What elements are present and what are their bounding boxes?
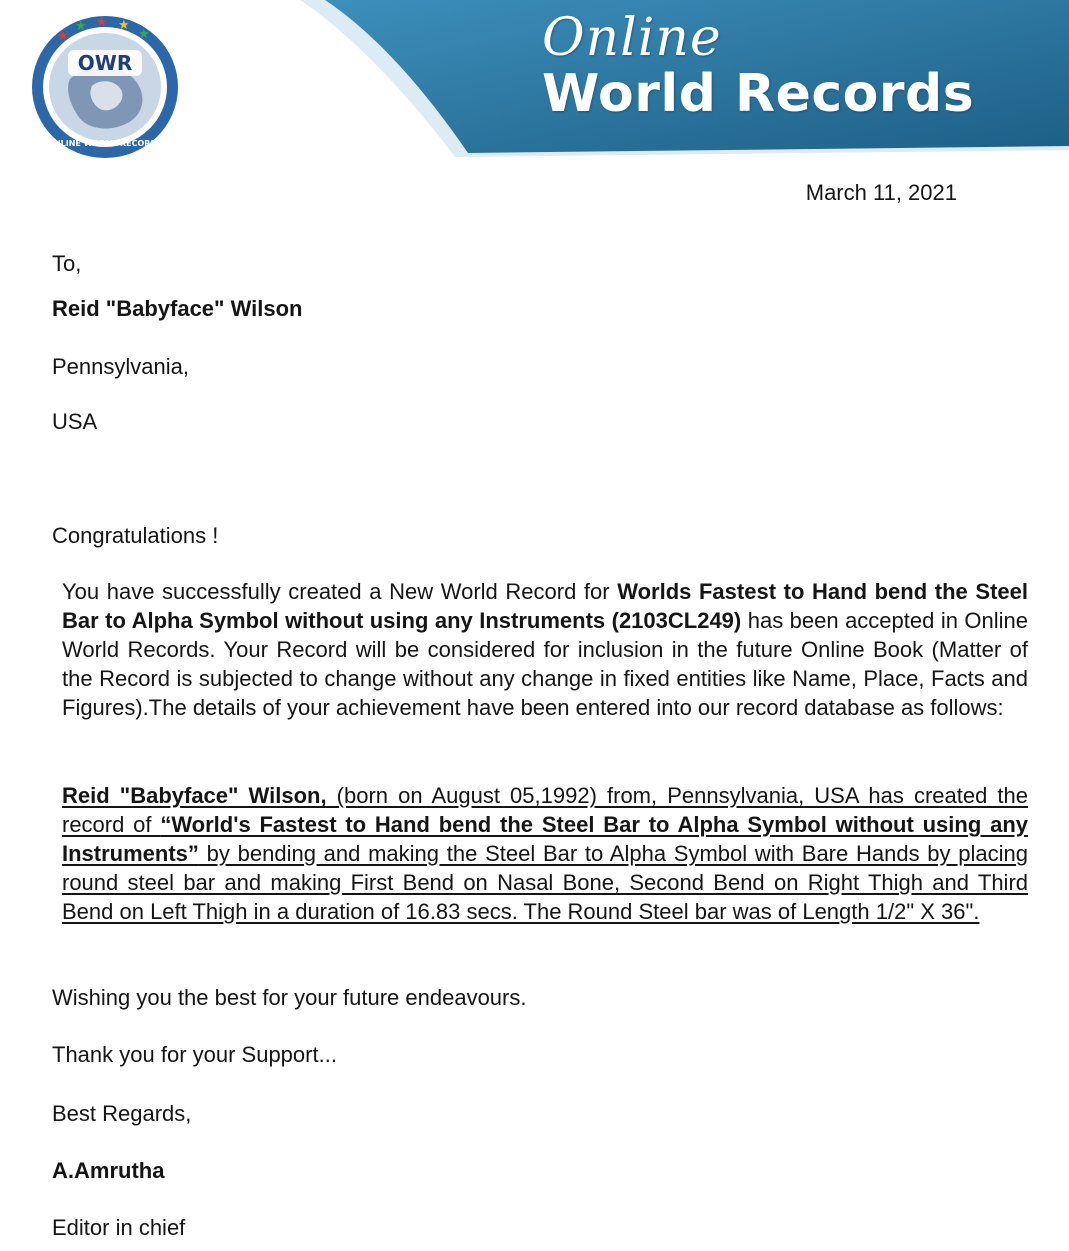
svg-text:★: ★ [96,15,108,30]
salutation: To, [52,251,82,276]
svg-text:ONLINE WORLD RECORDS: ONLINE WORLD RECORDS [47,139,163,148]
greeting: Congratulations ! [52,523,219,548]
details-text: (born on August 05,1992) from, Pennsylvania, USA has created the record of [62,783,1029,837]
signer-title: Editor in chief [52,1215,186,1240]
details-name: Reid "Babyface" Wilson, [62,783,327,808]
letter-date: March 11, 2021 [805,180,957,205]
letterhead [0,0,1069,170]
details-record: “World's Fastest to Hand bend the Steel Bar to Alpha Symbol without using any Instruments” [62,812,1028,866]
details-text: by bending and making the Steel Bar to Alpha Symbol with Bare Hands by placing round steel bar and making First Bend on Nasal Bone, Second Bend on Right Thigh and Third Bend on Left Thigh in a duration of 16.83 secs. The Round Steel bar was of Length 1/2" X 36". [62,841,1028,924]
brand-main-text: World Records [542,64,975,124]
svg-text:★: ★ [118,18,130,33]
svg-text:★: ★ [57,29,69,44]
body-text: You have successfully created a New World Record for [62,579,618,604]
address-line-1: Pennsylvania, [52,354,189,379]
thanks-line: Thank you for your Support... [52,1042,337,1067]
globe-icon [30,14,180,160]
body-paragraph [62,577,1028,722]
signer-name: A.Amrutha [52,1158,165,1183]
address-line-2: USA [52,409,98,434]
record-details [62,781,1028,926]
owr-logo [30,14,180,160]
brand-script-text: Online [542,8,722,68]
svg-text:OWR: OWR [77,51,133,75]
svg-text:★: ★ [75,19,87,34]
recipient-name: Reid "Babyface" Wilson [52,296,303,321]
svg-text:★: ★ [138,27,150,42]
closing: Best Regards, [52,1101,192,1126]
wishing-line: Wishing you the best for your future endeavours. [52,985,527,1010]
brand-wordmark [542,8,974,124]
record-title: Worlds Fastest to Hand bend the Steel Bar to Alpha Symbol without using any Instruments (2103CL249) [62,579,1028,633]
body-text: has been accepted in Online World Records. Your Record will be considered for inclusion in the future Online Book (Matter of the Record is subjected to change without any change in fixed entities like Name, Place, Facts and Figures).The details of your achievement have been entered into our record database as follows: [62,608,1029,720]
